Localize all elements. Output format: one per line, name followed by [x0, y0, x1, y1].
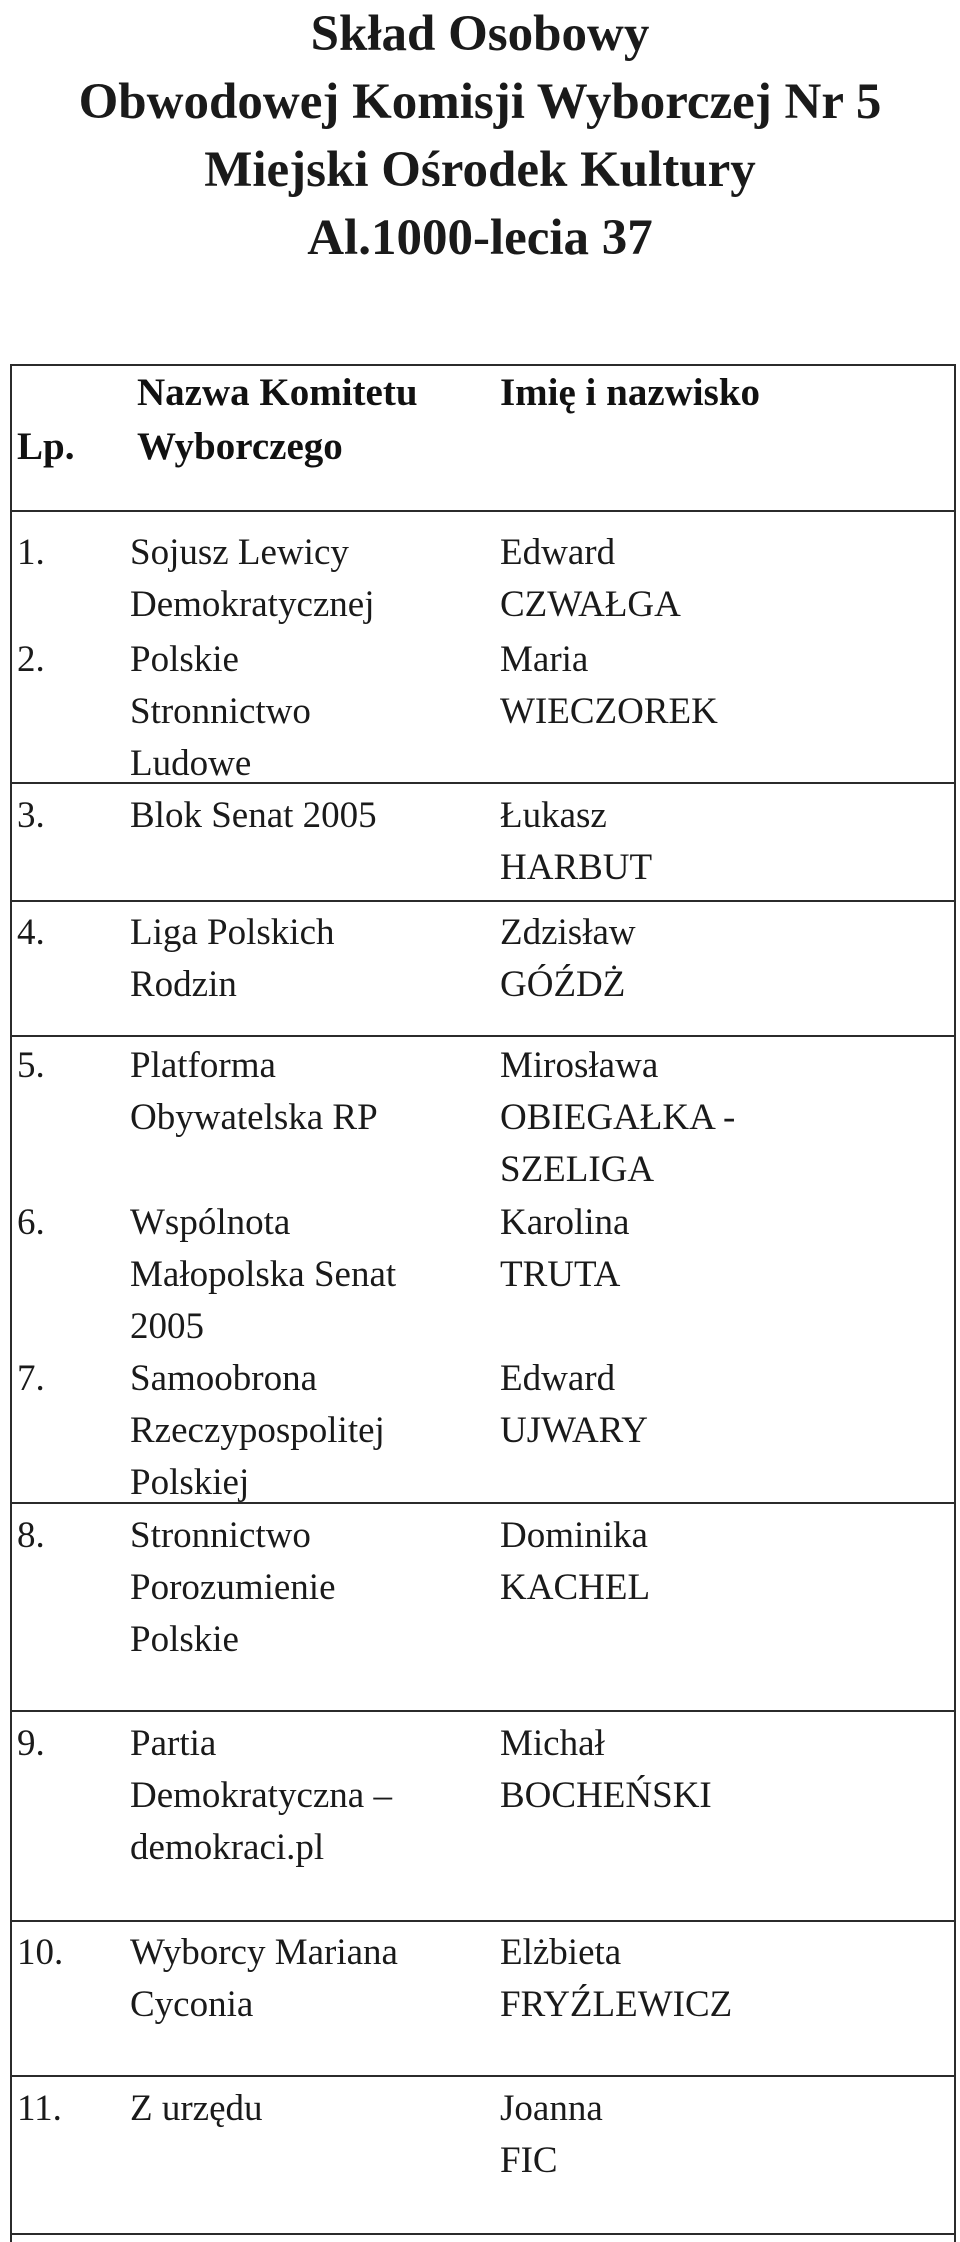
committee-line: demokraci.pl [130, 1827, 325, 1868]
committee-line: Rodzin [130, 964, 237, 1005]
member-first-name: Elżbieta [500, 1932, 622, 1973]
member-last-name: UJWARY [500, 1410, 649, 1451]
member-last-name: HARBUT [500, 847, 653, 888]
committee-name [130, 1927, 470, 2031]
member-last-name: CZWAŁGA [500, 584, 681, 625]
member-first-name: Edward [500, 1358, 616, 1399]
member-name [500, 1718, 940, 1822]
header-committee-line: Wyborczego [137, 425, 343, 468]
committee-line: Demokratyczna – [130, 1775, 392, 1816]
member-last-name: FIC [500, 2140, 558, 2181]
member-first-name: Maria [500, 639, 589, 680]
committee-line: Stronnictwo [130, 1515, 311, 1556]
member-last-name: OBIEGAŁKA - [500, 1097, 736, 1138]
committee-name [130, 2083, 470, 2135]
member-name [500, 527, 940, 631]
row-divider [10, 2075, 956, 2077]
committee-line: Partia [130, 1723, 217, 1764]
row-divider [10, 510, 956, 512]
committee-line: Obywatelska RP [130, 1097, 378, 1138]
member-last-name: FRYŹLEWICZ [500, 1984, 733, 2025]
row-number: 3. [17, 795, 45, 836]
committee-name [130, 1197, 470, 1353]
committee-line: Porozumienie [130, 1567, 336, 1608]
document-title [0, 0, 960, 272]
member-last-name: WIECZOREK [500, 691, 718, 732]
member-name [500, 907, 940, 1011]
row-divider [10, 2233, 956, 2235]
row-number: 9. [17, 1723, 45, 1764]
committee-line: Małopolska Senat [130, 1254, 397, 1295]
row-divider [10, 900, 956, 902]
member-name [500, 790, 940, 894]
member-last-name: SZELIGA [500, 1149, 655, 1190]
member-last-name: KACHEL [500, 1567, 651, 1608]
row-number: 11. [17, 2088, 62, 2129]
committee-name [130, 634, 470, 790]
committee-name [130, 1510, 470, 1666]
member-first-name: Zdzisław [500, 912, 636, 953]
committee-line: Stronnictwo [130, 691, 311, 732]
committee-name [130, 1353, 470, 1509]
member-first-name: Karolina [500, 1202, 630, 1243]
committee-line: Polskiej [130, 1462, 250, 1503]
row-divider [10, 1035, 956, 1037]
committee-line: Blok Senat 2005 [130, 795, 377, 836]
committee-line: Platforma [130, 1045, 276, 1086]
committee-line: 2005 [130, 1306, 204, 1347]
title-line-4: Al.1000-lecia 37 [307, 210, 653, 266]
committee-line: Wyborcy Mariana [130, 1932, 398, 1973]
title-line-1: Skład Osobowy [310, 6, 650, 62]
committee-line: Polskie [130, 1619, 239, 1660]
row-number: 8. [17, 1515, 45, 1556]
committee-line: Demokratycznej [130, 584, 375, 625]
member-first-name: Edward [500, 532, 616, 573]
member-name [500, 634, 940, 738]
member-first-name: Dominika [500, 1515, 648, 1556]
committee-line: Sojusz Lewicy [130, 532, 349, 573]
row-divider [10, 1710, 956, 1712]
committee-line: Cyconia [130, 1984, 254, 2025]
committee-line: Polskie [130, 639, 239, 680]
member-first-name: Joanna [500, 2088, 603, 2129]
committee-name [130, 527, 470, 631]
committee-line: Ludowe [130, 743, 252, 784]
header-committee [137, 366, 477, 474]
committee-name [130, 907, 470, 1011]
member-name [500, 1927, 940, 2031]
row-number: 7. [17, 1358, 45, 1399]
member-name [500, 1197, 940, 1301]
member-last-name: TRUTA [500, 1254, 621, 1295]
header-name: Imię i nazwisko [500, 371, 761, 414]
member-first-name: Łukasz [500, 795, 607, 836]
committee-name [130, 1718, 470, 1874]
committee-line: Samoobrona [130, 1358, 318, 1399]
member-last-name: BOCHEŃSKI [500, 1775, 712, 1816]
header-committee-line: Nazwa Komitetu [137, 371, 418, 414]
member-first-name: Michał [500, 1723, 605, 1764]
title-line-3: Miejski Ośrodek Kultury [204, 142, 756, 198]
committee-line: Liga Polskich [130, 912, 335, 953]
row-divider [10, 1920, 956, 1922]
member-name [500, 2083, 940, 2187]
row-number: 2. [17, 639, 45, 680]
committee-name [130, 790, 470, 842]
row-number: 10. [17, 1932, 64, 1973]
header-lp: Lp. [17, 425, 75, 468]
committee-line: Z urzędu [130, 2088, 263, 2129]
title-line-2: Obwodowej Komisji Wyborczej Nr 5 [78, 74, 882, 130]
row-number: 6. [17, 1202, 45, 1243]
committee-line: Wspólnota [130, 1202, 291, 1243]
row-number: 5. [17, 1045, 45, 1086]
member-last-name: GÓŹDŻ [500, 964, 626, 1005]
committee-line: Rzeczypospolitej [130, 1410, 385, 1451]
member-first-name: Mirosława [500, 1045, 659, 1086]
member-name [500, 1510, 940, 1614]
row-number: 1. [17, 532, 45, 573]
member-name [500, 1353, 940, 1457]
committee-name [130, 1040, 470, 1144]
member-name [500, 1040, 940, 1196]
row-number: 4. [17, 912, 45, 953]
